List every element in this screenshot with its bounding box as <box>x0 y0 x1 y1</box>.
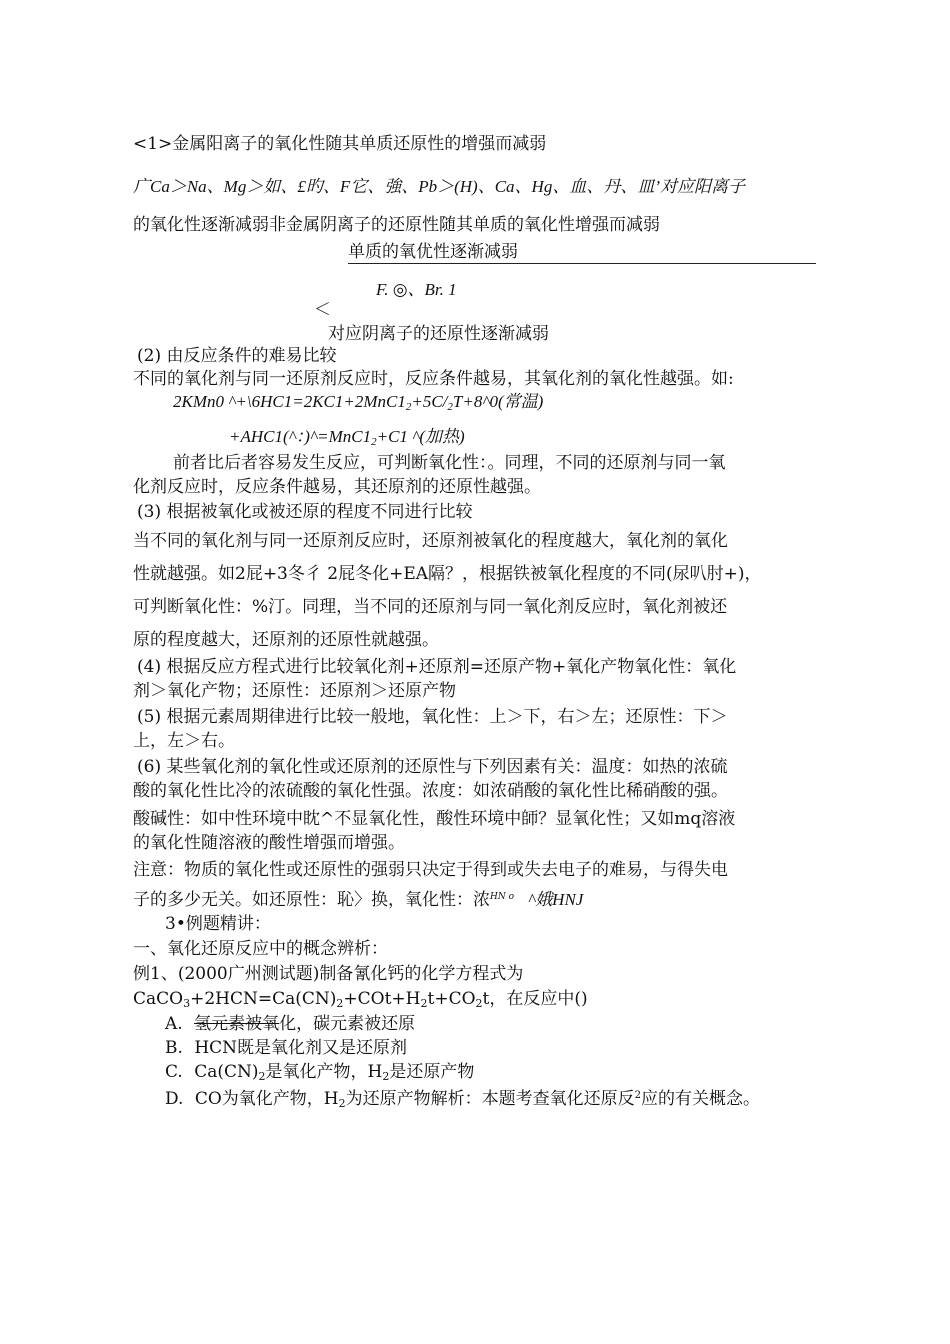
option-d: D. CO为氧化产物，H2为还原产物解析：本题考查氧化还原反$^2$应的有关概念。 <box>165 1089 760 1110</box>
text-line: 的氧化性逐渐减弱非金属阴离子的还原性随其单质的氧化性增强而减弱 <box>133 215 660 235</box>
text-line: 当不同的氧化剂与同一还原剂反应时，还原剂被氧化的程度越大，氧化剂的氧化 <box>133 531 728 551</box>
text-line: 性就越强。如2屁+3冬彳 2屁冬化+EA隔？，根据铁被氧化程度的不同(尿叭肘+)， <box>133 564 762 584</box>
text-line: 前者比后者容易发生反应，可判断氧化性：。同理，不同的还原剂与同一氧 <box>173 453 726 473</box>
option-c: C. Ca(CN)2是氧化产物，H2是还原产物 <box>165 1062 475 1083</box>
text-line: 一、氧化还原反应中的概念辨析： <box>133 939 388 959</box>
section-heading: (5) 根据元素周期律进行比较一般地，氧化性：上＞下，右＞左；还原性：下＞ <box>137 707 728 727</box>
text-line: 不同的氧化剂与同一还原剂反应时，反应条件越易，其氧化剂的氧化性越强。如: <box>133 369 734 389</box>
text-line: 上，左＞右。 <box>133 731 235 751</box>
text-line: 子的多少无关。如还原性：恥〉换，氧化性：浓$^{HN o}$ ^娥HNJ <box>133 890 584 910</box>
less-than-symbol: ＜ <box>314 300 331 320</box>
equation: CaCO3+2HCN=Ca(CN)2+COt+H2t+CO2t，在反应中() <box>133 989 588 1010</box>
text-line: 可判断氧化性：%汀。同理，当不同的还原剂与同一氧化剂反应时，氧化剂被还 <box>133 597 728 617</box>
equation: +AHC1(^：)^=MnC12+C1 ^(加热) <box>229 427 465 448</box>
underline-rule <box>348 263 816 264</box>
text-line: 化剂反应时，反应条件越易，其还原剂的还原性越强。 <box>133 477 541 497</box>
text-line: 例1、(2000广州测试题)制备氰化钙的化学方程式为 <box>133 964 524 984</box>
text-line: 酸碱性：如中性环境中眈^不显氧化性，酸性环境中師？显氧化性；又如mq溶液 <box>133 809 736 829</box>
text-line: 的氧化性随溶液的酸性增强而增强。 <box>133 833 405 853</box>
text-line: 剂＞氧化产物；还原性：还原剂＞还原产物 <box>133 681 456 701</box>
text-line: 原的程度越大，还原剂的还原性就越强。 <box>133 630 439 650</box>
section-heading: (6) 某些氧化剂的氧化性或还原剂的还原性与下列因素有关：温度：如热的浓硫 <box>137 757 728 777</box>
section-heading: (3) 根据被氧化或被还原的程度不同进行比较 <box>137 502 473 522</box>
text-line: 注意：物质的氧化性或还原性的强弱只决定于得到或失去电子的难易，与得失电 <box>133 860 728 880</box>
text-line: 单质的氧优性逐渐减弱 <box>348 242 518 262</box>
text-line: 酸的氧化性比冷的浓硫酸的氧化性强。浓度：如浓硝酸的氧化性比稀硝酸的强。 <box>133 781 728 801</box>
section-heading: 3•例题精讲： <box>165 914 271 934</box>
option-a: A. 氢元素被氧化，碳元素被还原 <box>165 1014 416 1034</box>
section-heading: (4) 根据反应方程式进行比较氧化剂+还原剂=还原产物+氧化产物氧化性：氧化 <box>137 657 737 677</box>
text-line: 广Ca＞Na、Mg＞如、£旳、F它、強、Pb＞(H)、Ca、Hg、血、丹、皿’对应阳离子 <box>133 177 745 196</box>
section-heading: (2) 由反应条件的难易比较 <box>137 346 337 366</box>
equation: 2KMn0 ^+\6HC1=2KC1+2MnC12+5C/2T+8^0(常温) <box>173 392 544 413</box>
text-line: <1>金属阳离子的氧化性随其单质还原性的增强而减弱 <box>133 134 547 154</box>
option-b: B. HCN既是氧化剂又是还原剂 <box>165 1038 408 1058</box>
text-line: 对应阴离子的还原性逐渐减弱 <box>328 324 549 344</box>
text-line: F. ◎、Br. 1 <box>376 280 457 299</box>
